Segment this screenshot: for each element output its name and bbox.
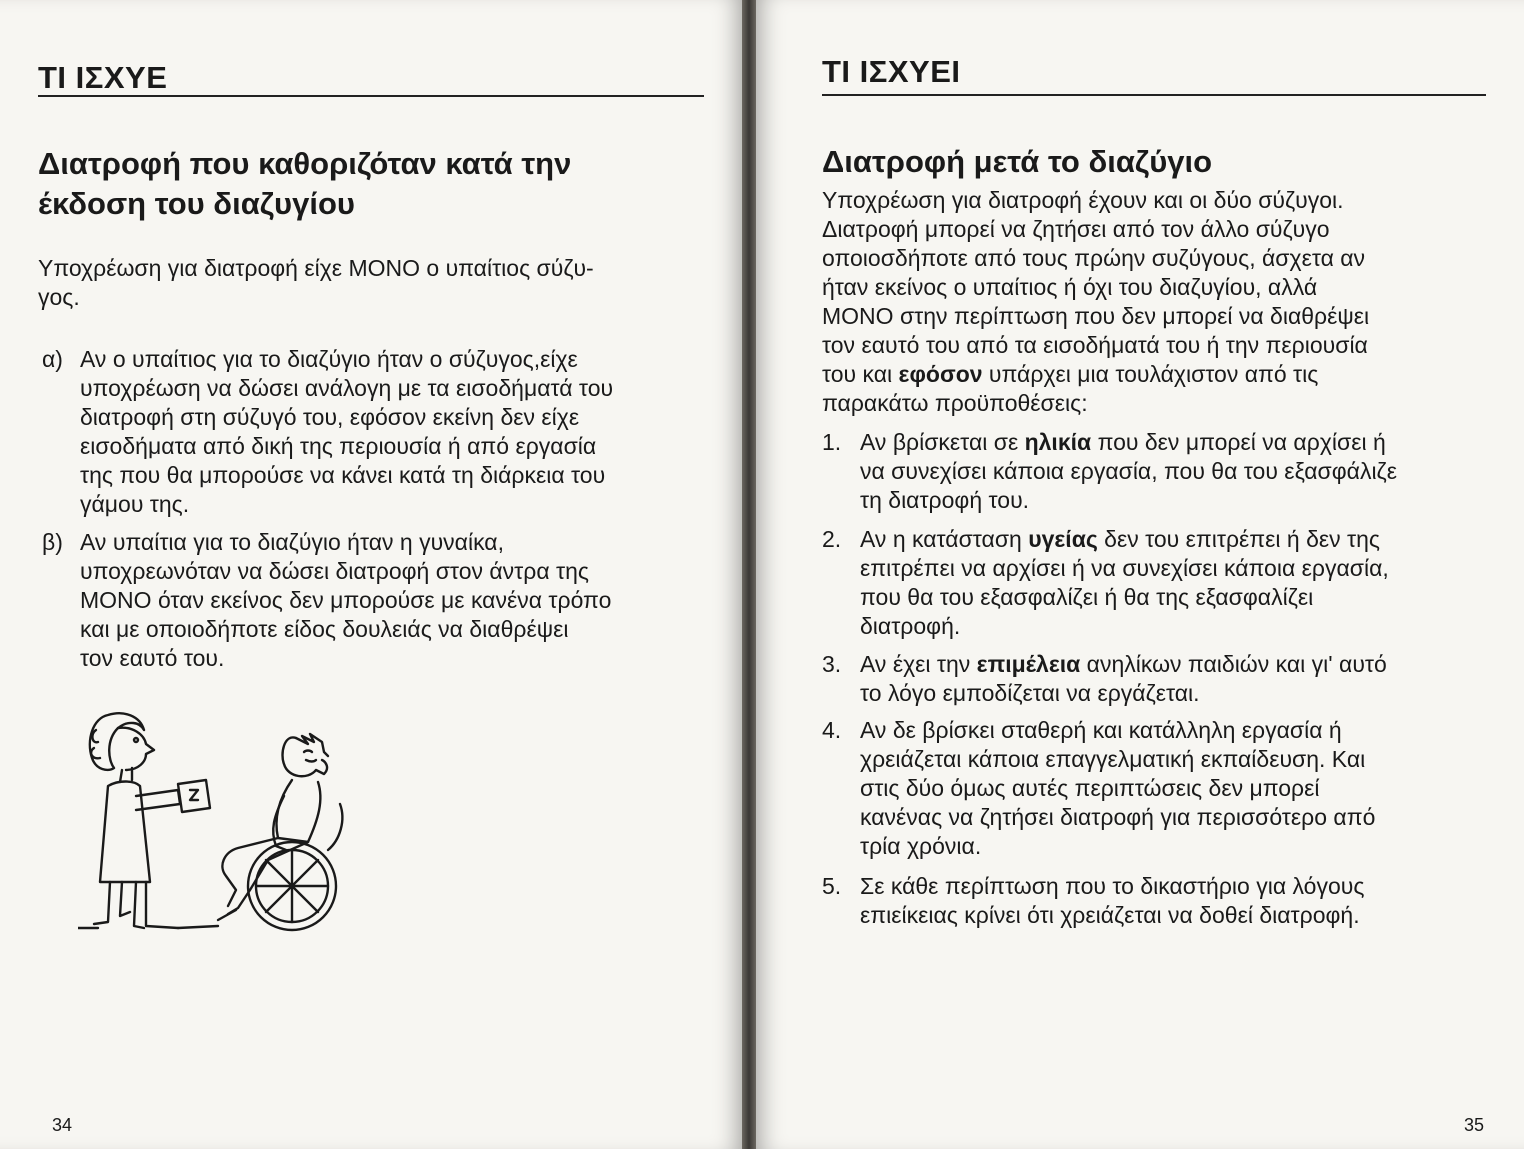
emphasis-word: εφόσον — [898, 361, 983, 387]
left-heading-line: έκδοση του διαζυγίου — [38, 186, 355, 221]
left-heading — [38, 144, 571, 224]
text-run: δεν του επιτρέπει ή δεν της — [1097, 526, 1381, 552]
list-item-body — [860, 716, 1522, 861]
list-item-body — [80, 528, 722, 673]
right-header-rule — [822, 94, 1486, 96]
text-line: τον εαυτό του από τα εισοδήματά του ή την περιουσία — [822, 332, 1368, 358]
text-line: επιείκειας κρίνει ότι χρειάζεται να δοθεί διατροφή. — [860, 902, 1360, 928]
text-line: να συνεχίσει κάποια εργασία, που θα του εξασφάλιζε — [860, 458, 1397, 484]
text-line: που θα του εξασφαλίζει ή θα της εξασφαλίζει — [860, 584, 1314, 610]
left-list-item — [42, 345, 722, 525]
list-marker: 3. — [822, 651, 842, 677]
text-line: Αν υπαίτια για το διαζύγιο ήταν η γυναίκα, — [80, 529, 504, 555]
text-line: κανένας να ζητήσει διατροφή για περισσότερο από — [860, 804, 1376, 830]
text-line: το λόγο εμποδίζεται να εργάζεται. — [860, 680, 1200, 706]
text-run: Αν βρίσκεται σε — [860, 429, 1025, 455]
list-marker: 4. — [822, 717, 842, 743]
right-list-item — [822, 716, 1522, 866]
text-run: του και — [822, 361, 899, 387]
right-list-item — [822, 650, 1522, 710]
text-line: χρειάζεται κάποια επαγγελματική εκπαίδευση. Και — [860, 746, 1366, 772]
right-list-item — [822, 428, 1522, 518]
text-line: γάμου της. — [80, 491, 190, 517]
text-line — [822, 360, 1512, 389]
left-page-number: 34 — [52, 1115, 73, 1135]
list-item-body — [860, 872, 1522, 930]
text-line — [860, 428, 1522, 457]
left-heading-line: Διατροφή που καθοριζόταν κατά την — [38, 146, 572, 181]
left-list-item — [42, 528, 722, 678]
text-line: παρακάτω προϋποθέσεις: — [822, 390, 1088, 416]
text-line: εισοδήματα από δική της περιουσία ή από εργασία — [80, 433, 597, 459]
right-page — [756, 0, 1524, 1149]
text-line: Αν ο υπαίτιος για το διαζύγιο ήταν ο σύζυγος,είχε — [80, 346, 578, 372]
left-section-label: ΤΙ ΙΣΧΥΕ — [38, 60, 168, 95]
list-item-body — [860, 525, 1522, 641]
list-item-body — [80, 345, 722, 519]
left-intro — [38, 254, 718, 312]
text-line: οποιοσδήποτε από τους πρώην συζύγους, άσχετα αν — [822, 245, 1366, 271]
text-run: Αν έχει την — [860, 651, 977, 677]
right-heading: Διατροφή μετά το διαζύγιο — [822, 144, 1213, 179]
list-marker: β) — [42, 529, 63, 555]
text-run: που δεν μπορεί να αρχίσει ή — [1091, 429, 1386, 455]
text-run: υπάρχει μια τουλάχιστον από τις — [982, 361, 1319, 387]
list-marker: 2. — [822, 526, 842, 552]
list-marker: α) — [42, 346, 63, 372]
text-line: ήταν εκείνος ο υπαίτιος ή όχι του διαζυγίου, αλλά — [822, 274, 1318, 300]
text-run: ανηλίκων παιδιών και γι' αυτό — [1080, 651, 1387, 677]
list-item-body — [860, 650, 1522, 708]
text-line: τον εαυτό του. — [80, 645, 225, 671]
emphasis-word: ηλικία — [1024, 429, 1092, 455]
left-header-rule — [38, 95, 704, 97]
right-page-number: 35 — [1464, 1115, 1485, 1135]
text-line: της που θα μπορούσε να κάνει κατά τη διάρκεια του — [80, 462, 606, 488]
text-line — [860, 525, 1522, 554]
book-gutter — [742, 0, 756, 1149]
text-line: Διατροφή μπορεί να ζητήσει από τον άλλο σύζυγο — [822, 216, 1330, 242]
text-line: ΜΟΝΟ όταν εκείνος δεν μπορούσε με κανένα τρόπο — [80, 587, 612, 613]
emphasis-word: επιμέλεια — [976, 651, 1081, 677]
text-line: Σε κάθε περίπτωση που το δικαστήριο για λόγους — [860, 873, 1365, 899]
right-list-item — [822, 525, 1522, 645]
text-line: και με οποιοδήποτε είδος δουλειάς να διαθρέψει — [80, 616, 569, 642]
text-line: τρία χρόνια. — [860, 833, 982, 859]
text-line: υποχρέωση να δώσει ανάλογη με τα εισοδήματά του — [80, 375, 614, 401]
text-line: επιτρέπει να αρχίσει ή να συνεχίσει κάποια εργασία, — [860, 555, 1389, 581]
right-section-label: ΤΙ ΙΣΧΥΕΙ — [822, 54, 961, 89]
left-page — [0, 0, 742, 1149]
list-marker: 1. — [822, 429, 842, 455]
list-marker: 5. — [822, 873, 842, 899]
text-line: Υποχρέωση για διατροφή έχουν και οι δύο σύζυγοι. — [822, 187, 1344, 213]
text-line: Υποχρέωση για διατροφή είχε ΜΟΝΟ ο υπαίτιος σύζυ- — [38, 255, 594, 281]
right-list-item — [822, 872, 1522, 932]
text-line: Αν δε βρίσκει σταθερή και κατάλληλη εργασία ή — [860, 717, 1342, 743]
text-line: τη διατροφή του. — [860, 487, 1030, 513]
text-line: υποχρεωνόταν να δώσει διατροφή στον άντρα της — [80, 558, 589, 584]
emphasis-word: υγείας — [1028, 526, 1098, 552]
text-line: διατροφή. — [860, 613, 961, 639]
sketch-illustration — [78, 700, 378, 940]
text-line: ΜΟΝΟ στην περίπτωση που δεν μπορεί να διαθρέψει — [822, 303, 1370, 329]
text-line: γος. — [38, 284, 80, 310]
text-line — [860, 650, 1522, 679]
text-line: διατροφή στη σύζυγό του, εφόσον εκείνη δεν είχε — [80, 404, 580, 430]
right-intro — [822, 186, 1512, 418]
list-item-body — [860, 428, 1522, 515]
text-run: Αν η κατάσταση — [860, 526, 1029, 552]
text-line: στις δύο όμως αυτές περιπτώσεις δεν μπορεί — [860, 775, 1320, 801]
woman-and-wheelchair-man-drawing — [78, 700, 378, 940]
